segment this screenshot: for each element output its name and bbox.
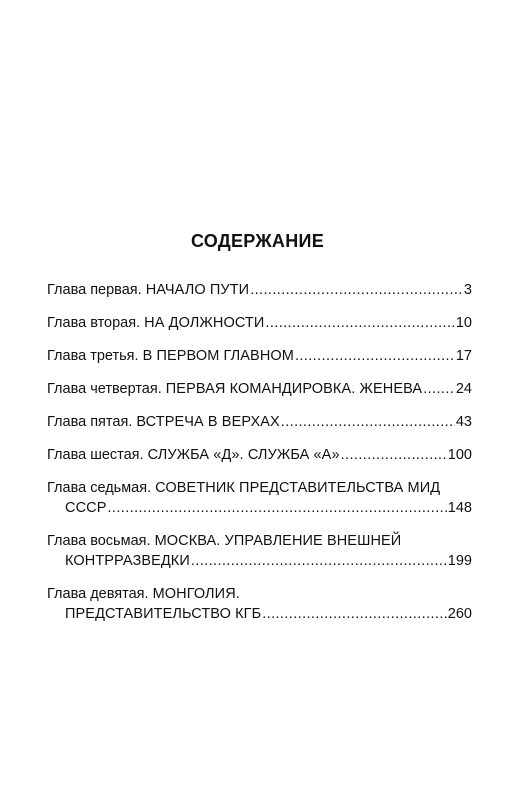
dot-leader [262,604,447,624]
dot-leader [423,379,455,399]
toc-entry-label-line1: Глава седьмая. СОВЕТНИК ПРЕДСТАВИТЕЛЬСТВА МИД [47,480,441,496]
toc-entry-1[interactable] [47,280,472,300]
toc-entry-9[interactable] [47,584,472,624]
table-of-contents [47,280,472,637]
dot-leader [281,412,455,432]
toc-page-number: 10 [455,315,472,331]
dot-leader [250,280,463,300]
toc-entry-label: Глава третья. В ПЕРВОМ ГЛАВНОМ [47,348,294,364]
toc-entry-6[interactable] [47,445,472,465]
toc-entry-label: Глава пятая. ВСТРЕЧА В ВЕРХАХ [47,414,280,430]
toc-entry-label-line2: ПРЕДСТАВИТЕЛЬСТВО КГБ [65,606,262,622]
toc-entry-label-line1: Глава восьмая. МОСКВА. УПРАВЛЕНИЕ ВНЕШНЕЙ [47,533,402,549]
toc-entry-label: Глава вторая. НА ДОЛЖНОСТИ [47,315,265,331]
dot-leader [265,313,454,333]
toc-page-number: 260 [447,606,472,622]
toc-entry-label: Глава шестая. СЛУЖБА «Д». СЛУЖБА «А» [47,447,340,463]
toc-page-number: 43 [455,414,472,430]
toc-entry-3[interactable] [47,346,472,366]
toc-entry-4[interactable] [47,379,472,399]
toc-entry-label-line2: СССР [65,500,107,516]
dot-leader [295,346,455,366]
dot-leader [191,551,447,571]
toc-entry-label-line1: Глава девятая. МОНГОЛИЯ. [47,586,240,602]
toc-page-number: 24 [455,381,472,397]
toc-entry-8[interactable] [47,531,472,571]
toc-page-number: 3 [463,282,472,298]
dot-leader [108,498,447,518]
toc-entry-5[interactable] [47,412,472,432]
toc-page-number: 100 [447,447,472,463]
toc-entry-7[interactable] [47,478,472,518]
toc-entry-label: Глава четвертая. ПЕРВАЯ КОМАНДИРОВКА. ЖЕНЕВА [47,381,423,397]
toc-page-number: 148 [447,500,472,516]
toc-entry-label-line2: КОНТРРАЗВЕДКИ [65,553,190,569]
toc-page-number: 17 [455,348,472,364]
page-title: СОДЕРЖАНИЕ [190,231,325,251]
toc-page-number: 199 [447,553,472,569]
dot-leader [341,445,447,465]
toc-entry-2[interactable] [47,313,472,333]
toc-entry-label: Глава первая. НАЧАЛО ПУТИ [47,282,250,298]
